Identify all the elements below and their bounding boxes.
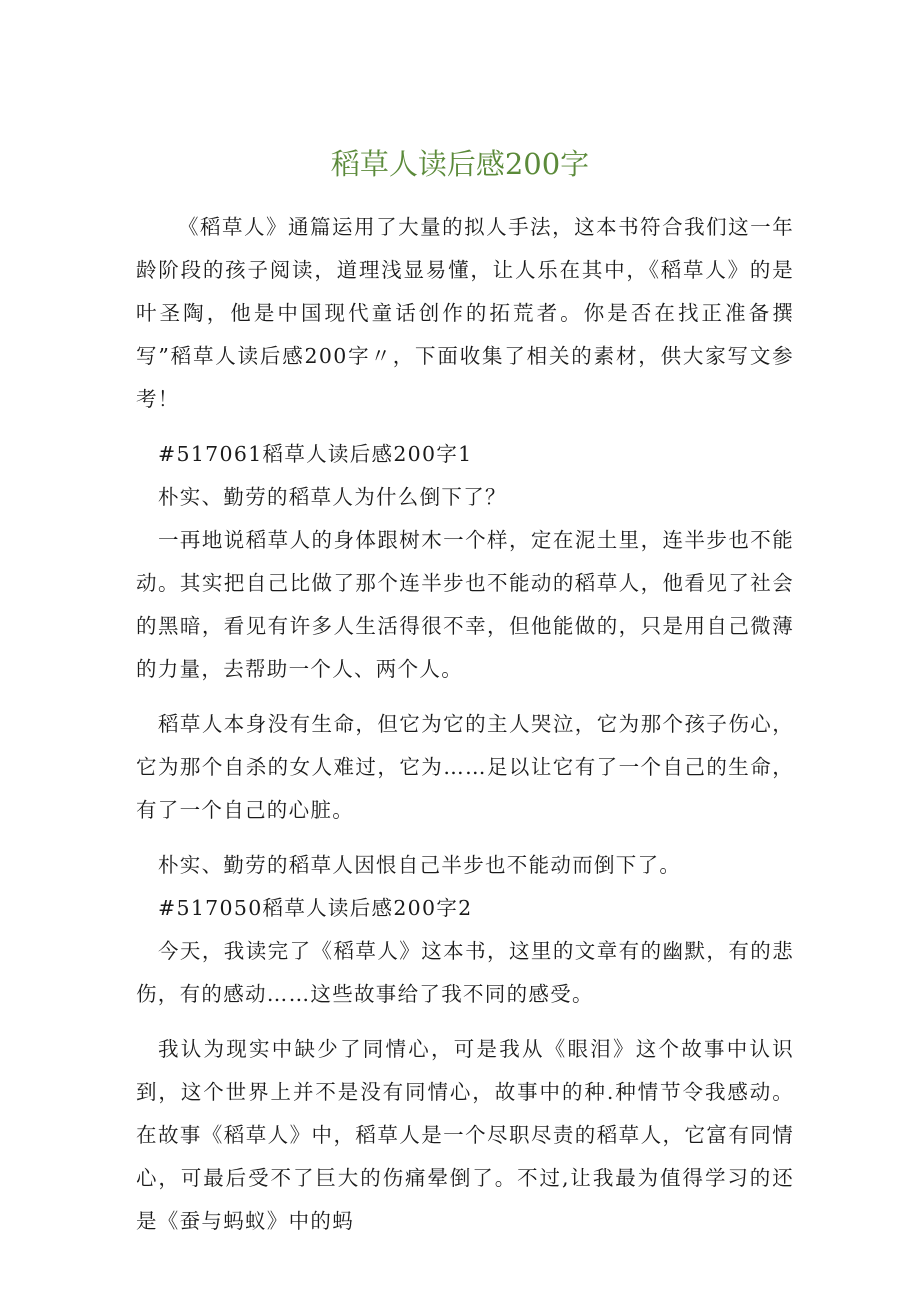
paragraph: 今天，我读完了《稻草人》这本书，这里的文章有的幽默，有的悲伤，有的感动……这些故事给了我不同的感受。 xyxy=(136,939,794,1006)
paragraph-intro: 《稻草人》通篇运用了大量的拟人手法，这本书符合我们这一年龄阶段的孩子阅读，道理浅显易懂，让人乐在其中，《稻草人》的是叶圣陶，他是中国现代童话创作的拓荒者。你是否在找正准备撰写”稻草人读后感200字〃，下面收集了相关的素材，供大家写文参考！ xyxy=(136,215,794,411)
section-heading-2: #517050稻草人读后感200字2 xyxy=(158,896,473,920)
document-title: 稻草人读后感200字 xyxy=(330,147,590,181)
section-heading-1: #517061稻草人读后感200字1 xyxy=(158,442,473,466)
paragraph: 稻草人本身没有生命，但它为它的主人哭泣，它为那个孩子伤心，它为那个自杀的女人难过，它为……足以让它有了一个自己的生命，有了一个自己的心脏。 xyxy=(136,712,794,822)
paragraph: 我认为现实中缺少了同情心，可是我从《眼泪》这个故事中认识到，这个世界上并不是没有同情心，故事中的种.种情节令我感动。在故事《稻草人》中，稻草人是一个尽职尽责的稻草人，它富有同情心，可最后受不了巨大的伤痛晕倒了。不过,让我最为值得学习的还是《蚕与蚂蚁》中的蚂 xyxy=(136,1037,794,1233)
paragraph: 一再地说稻草人的身体跟树木一个样，定在泥土里，连半步也不能动。其实把自己比做了那个连半步也不能动的稻草人，他看见了社会的黑暗，看见有许多人生活得很不幸，但他能做的，只是用自己微薄的力量，去帮助一个人、两个人。 xyxy=(136,528,794,681)
paragraph: 朴实、勤劳的稻草人为什么倒下了？ xyxy=(158,485,507,509)
paragraph: 朴实、勤劳的稻草人因恨自己半步也不能动而倒下了。 xyxy=(158,853,682,877)
document-body xyxy=(136,206,794,1243)
